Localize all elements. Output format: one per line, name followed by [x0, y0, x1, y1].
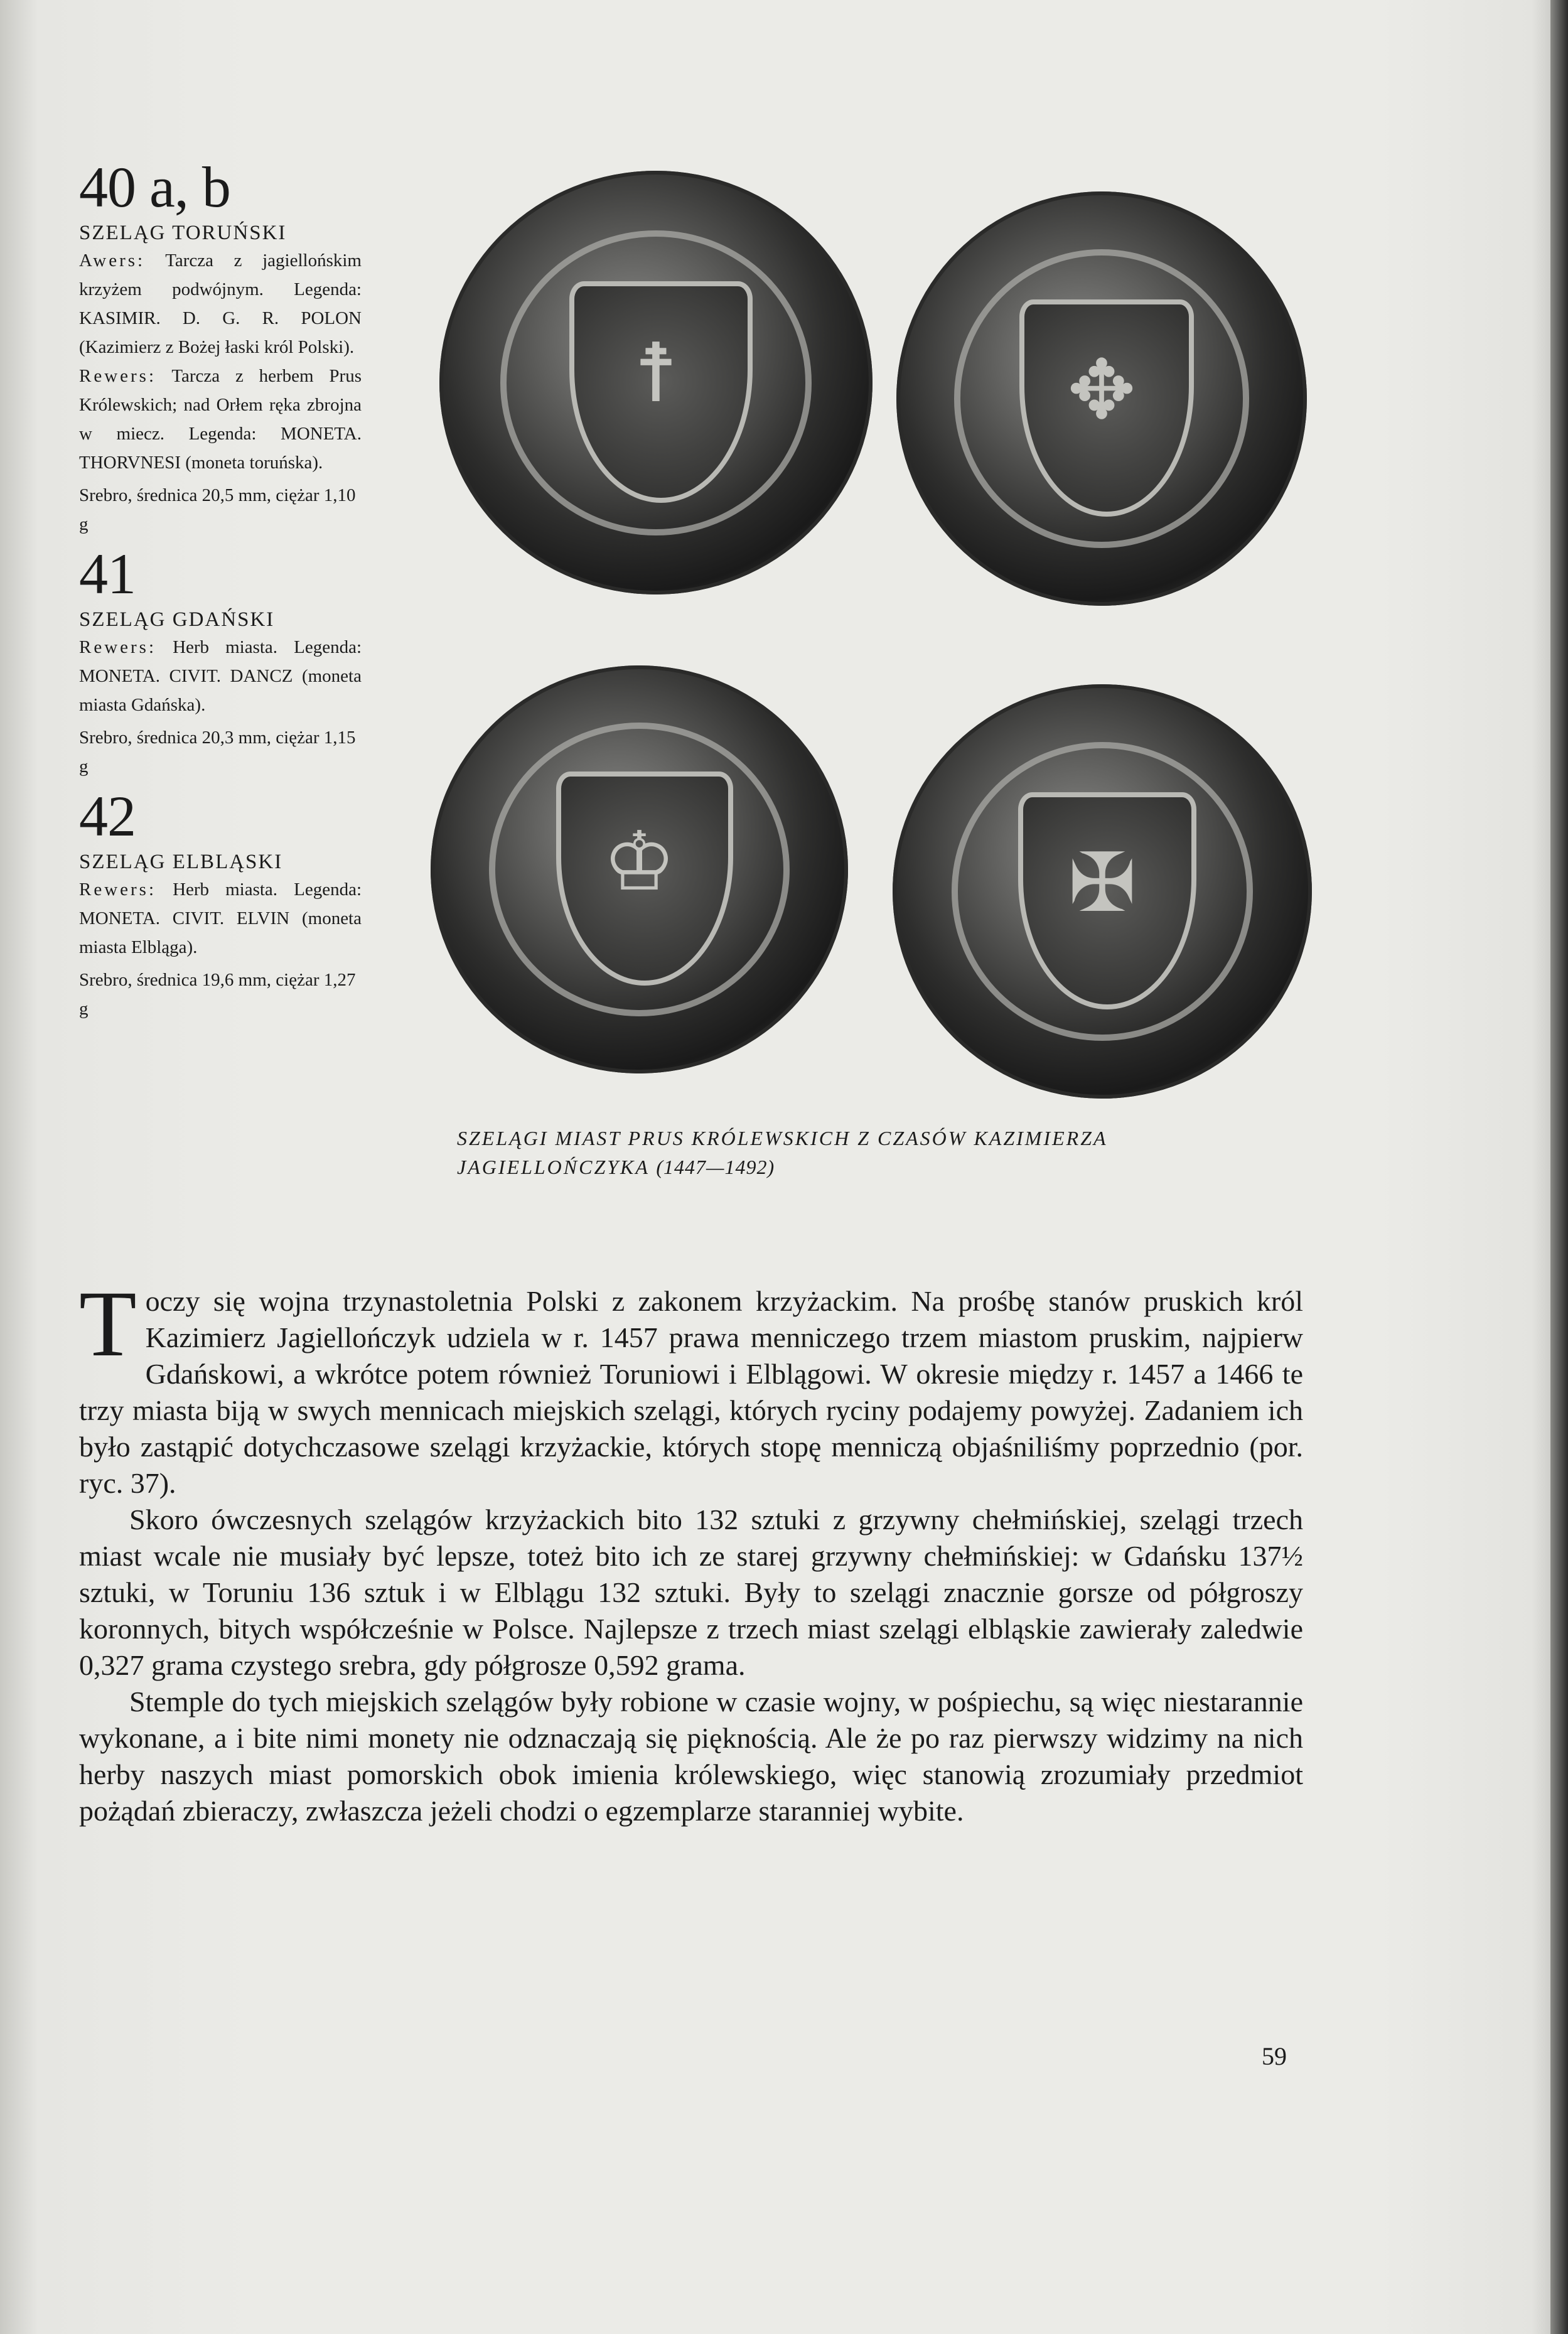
coin-elblag-image — [893, 684, 1312, 1099]
entry-number: 41 — [79, 542, 136, 606]
crown-crosses-icon: ♔ — [603, 814, 676, 909]
eagle-icon: ✥ — [1067, 341, 1136, 438]
coin-torun-obverse-image — [439, 171, 873, 594]
paragraph-3: Stemple do tych miejskich szelągów były robione w czasie wojny, w pośpiechu, są więc niestarannie wykonane, a i bite nimi monety nie odznaczają się pięknością. Ale że po raz pierwszy widzimy na nich herby naszych miast pomorskich obok imienia królewskiego, więc stanowią zrozumiały przedmiot pożądań zbieraczy, zwłaszcza jeżeli chodzi o egzemplarze staranniej wybite. — [79, 1686, 1303, 1827]
paragraph-2: Skoro ówczesnych szelągów krzyżackich bito 132 sztuki z grzywny chełmińskiej, szelągi trzech miast wcale nie musiały być lepsze, toteż bito ich ze starej grzywny chełmińskiej: w Gdańsku 137½ sztuki, w Toruniu 136 sztuk i w Elblągu 132 sztuki. Były to szelągi znacznie gorsze od półgroszy koronnych, bitych współcześnie w Polsce. Najlepsze z trzech miast szelągi elbląskie zawierały zaledwie 0,327 grama czystego srebra, gdy półgrosze 0,592 grama. — [79, 1503, 1303, 1681]
entry-reverse — [79, 875, 362, 962]
paragraph-1 — [79, 1272, 1303, 1502]
entry-obverse — [79, 246, 362, 362]
page-edge-shadow — [1550, 0, 1568, 2334]
reverse-label: Rewers: — [79, 637, 157, 657]
entry-number: 42 — [79, 784, 136, 848]
entry-metal-weight: Srebro, średnica 19,6 mm, ciężar 1,27 g — [79, 970, 356, 1019]
entry-number: 40 a, b — [79, 155, 230, 219]
main-text — [79, 1272, 1303, 1829]
figure-caption — [457, 1124, 1304, 1181]
entry-reverse — [79, 633, 362, 719]
coin-torun-reverse-image — [896, 191, 1307, 606]
entry-42 — [79, 786, 362, 1023]
entry-title: SZELĄG GDAŃSKI — [79, 608, 275, 631]
coin-gdansk-image — [431, 665, 848, 1073]
entry-metal-weight: Srebro, średnica 20,3 mm, ciężar 1,15 g — [79, 728, 356, 777]
entry-40 — [79, 157, 362, 539]
drop-cap: T — [79, 1272, 137, 1376]
reverse-text: Herb miasta. Legenda: MONETA. CIVIT. ELVIN (moneta miasta Elbląga). — [79, 879, 362, 957]
reverse-label: Rewers: — [79, 366, 157, 386]
obverse-label: Awers: — [79, 250, 146, 271]
caption-line-1: SZELĄGI MIAST PRUS KRÓLEWSKICH Z CZASÓW KAZIMIERZA — [457, 1127, 1108, 1149]
caption-years: (1447—1492) — [656, 1156, 775, 1178]
coin-descriptions — [79, 157, 362, 1028]
two-crosses-icon: ✠ — [1068, 834, 1137, 930]
entry-reverse — [79, 362, 362, 477]
caption-line-2 — [457, 1153, 1304, 1181]
entry-metal-weight: Srebro, średnica 20,5 mm, ciężar 1,10 g — [79, 485, 356, 534]
reverse-text: Herb miasta. Legenda: MONETA. CIVIT. DANCZ (moneta miasta Gdańska). — [79, 637, 362, 715]
entry-41 — [79, 544, 362, 781]
paragraph-1-text: oczy się wojna trzynastoletnia Polski z zakonem krzyżackim. Na prośbę stanów pruskich król Kazimierz Jagiellończyk udziela w r. 1457 prawa menniczego trzem miastom pruskim, najpierw Gdańskowi, a wkrótce potem również Toruniowi i Elblągowi. W okresie między r. 1457 a 1466 te trzy miasta biją w swych mennicach miejskich szelągi, których ryciny podajemy powyżej. Zadaniem ich było zastąpić dotychczasowe szelągi krzyżackie, których stopę menniczą objaśniliśmy poprzednio (por. ryc. 37). — [79, 1285, 1303, 1499]
obverse-text: Tarcza z jagiellońskim krzyżem podwójnym. Legenda: KASIMIR. D. G. R. POLON (Kazimierz z Bożej łaski król Polski). — [79, 250, 362, 357]
entry-title: SZELĄG TORUŃSKI — [79, 222, 287, 244]
page-number: 59 — [1262, 2042, 1287, 2070]
caption-name: JAGIELLOŃCZYKA — [457, 1156, 650, 1178]
double-cross-icon: ☨ — [633, 325, 679, 421]
entry-title: SZELĄG ELBLĄSKI — [79, 851, 283, 873]
reverse-text: Tarcza z herbem Prus Królewskich; nad Orłem ręka zbrojna w miecz. Legenda: MONETA. THORVNESI (moneta toruńska). — [79, 366, 362, 473]
reverse-label: Rewers: — [79, 879, 157, 900]
